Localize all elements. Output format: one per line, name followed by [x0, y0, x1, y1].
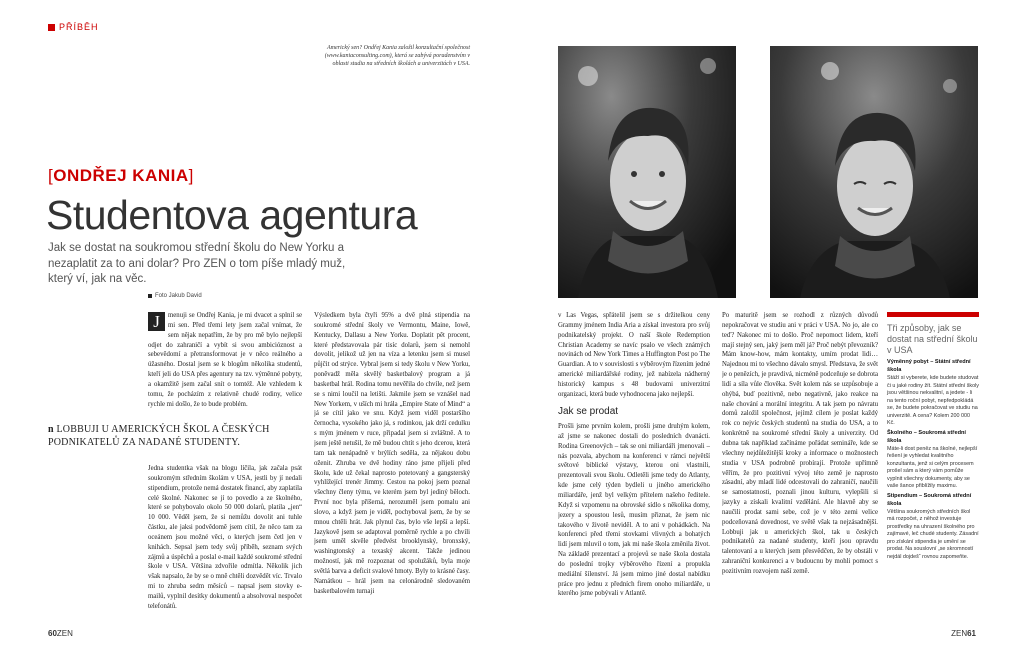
portrait-photo-2 — [770, 46, 978, 298]
sidebar-item-title: Výměnný pobyt – Státní střední škola — [887, 359, 971, 374]
section-tag — [48, 22, 99, 32]
column-1-body — [148, 464, 302, 614]
drop-cap: J — [148, 312, 165, 331]
sidebar-item-text: Stáží si vyberete, kde budete studovat či u jaké rodiny žít. Státní střední školy jsou většinou nekvalitní, a jedete - li na tento roční pobyt, nepředpokládá se, že budete pokračovat ve studiu na univerzitě. A cena? Kolem 200 000 Kč. — [887, 375, 979, 427]
sidebar-item — [887, 359, 979, 428]
sidebar-heading: Tři způsoby, jak se dostat na střední školu v USA — [887, 323, 978, 355]
sidebar-item-text: Většina soukromých středních škol má rozpočet, z něhož investuje prostředky na uhrazení školného pro zajímavé, leč chudé studenty. Zásadní pro získání stipendia je umění se prodat. Na souslovní „se skromností nejdál dojdeš“ rovnou zapomeňte. — [887, 508, 979, 561]
section-label: PŘÍBĚH — [59, 22, 99, 32]
folio-mag-right: ZEN — [951, 629, 968, 638]
sidebar-item-title: Školného – Soukromá střední škola — [887, 429, 966, 444]
sidebar-item-title: Stipendium – Soukromá střední škola — [887, 493, 972, 507]
article-title: Studentova agentura — [46, 192, 418, 238]
folio-left — [48, 629, 73, 638]
folio-mag-left: ZEN — [56, 629, 73, 638]
page-number-left: 60 — [48, 629, 57, 638]
column-3 — [558, 311, 710, 614]
section-square-icon — [48, 24, 55, 31]
photo-caption: Americký sen? Ondřej Kania založil konzultační společnost (www.kaniaconsulting.com), která se zabývá poradenstvím v oblasti studia na středních školách a univerzitách v USA. — [324, 45, 470, 68]
photo-credit — [148, 293, 202, 299]
article-lead: Jak se dostat na soukromou střední školu do New Yorku a nezaplatit za to ani dolar? Pro ZEN o tom píše mladý muž, který ví, jak na věc. — [48, 242, 346, 286]
page-number-right: 61 — [967, 629, 976, 638]
column-2-text: Výsledkem byla čtyři 95% a dvě plná stipendia na soukromé střední školy ve Vermontu, Maine, Iowě, Kentucky, Dallasu a New Yorku. Doplatit pět procent, které představovala pár tisíc dolarů, jsem si nemohl dovolit, jelikož už jen na víza a letenku jsem si musel půjčit od strýce. Vybral jsem si tedy školu v New Yorku, poněvadž měla skvělý basketbalový program a já basketbal hrál. Rodina tomu nevěřila do chvíle, než jsem se s nimi loučil na letišti. Jakmile jsem se vznášel nad New Yorkem, v uších mi hrála „Empire State of Mind“ a já se cítil jako ve snu. Když jsem viděl postaršího černocha, vysokého jako já, s rodinkou, jak drží cedulku s mým jménem v ruce, připadal jsem si zvláštně. A to jsem ještě netušil, že mě budou chtít s jeho dcerou, která tam tak nenápadně v brýlích seděla, za nějakou dobu oženit. Zhruba ve dvě hodiny ráno jsme přijeli před školu, kde už čekal naprosto potetovaný a gangsterský vyhlížející trenér Jimmy. Cestou na pokoj jsem poznal všechny členy týmu, ve kterém jsem byl jediný běloch. První noc byla příšerná, nerozuměl jsem pomalu ani slovo, a když jsem je viděl, pochyboval jsem, že by se mnou chtěli hrát. Jak plynul čas, bylo vše lepší a lepší. Jazykově jsem se adaptoval poměrně rychle a po chvíli jsem uměl skvěle předvést brooklynský, bronxský, washingtonský a texaský akcent. Takže jedinou možností, jak mě rozpoznat od spolužáků, byla moje světlá barva a deficit svalové hmoty. Byly to krásné časy. Namátkou – hrál jsem na celonárodně sledovaném basketbalovém turnaji — [314, 312, 470, 595]
sidebar-item-text: Máte-li dost peněz na školné, nejlepší řešení je vyhledat kvalitního konzultanta, jenž si celým procesem prošel sám a který vám pomůže vyplnit všechny dokumenty, aby se vaše šance přiblížily maximu. — [887, 445, 978, 490]
portrait-smiling-icon — [558, 46, 736, 298]
sidebar-box — [887, 312, 979, 564]
column-4-text: Po maturitě jsem se rozhodl z různých důvodů nepokračovat ve studiu ani v práci v USA. No jo, ale co teď? Nakonec mi to došlo. Proč nepomoct lidem, kteří mají stejný sen, jaký jsem měl já? Proč nebýt převozník? Mám know-how, mám kontakty, umím prodat lidi… Najednou mi to všechno dávalo smysl. Představa, že svět je o penězích, je pravdivá, nicméně podceňuje se dobrota lidí a síla vůle člověka. Svět kolem nás se uzpůsobuje a ohýbá, buď pozitivně, nebo negativně, jako reakce na naše chování a morální integritu. A tak jsem po návratu domů založil společnost, jejímž cílem je poslat každý rok co nejvíc českých studentů na studia do USA, a to konkrétně na soukromé střední školy a univerzity. Od dubna tak například začínáme pořádat semináře, kde se všechny nejdůležitější kroky a informace o možnostech studia v USA podrobně probírají. Protože upřímně věřím, že pro pozitivní vývoj této země je naprosto zásadní, aby mladí lidé odcestovali do zahraničí, naučili se samostatnosti, poznali jinou kulturu, vylepšili si jazyky a získali kvalitní vzdělání. Ale hlavně aby se naučili prodat sami sebe, což je v této zemi velice podceňovaná dovednost, ve světě však ta nejzásadnější. Lobbuji jak u amerických škol, tak u českých podnikatelů za nadané studenty, kteří jsou opravdu talentovaní a u kterých jsem přesvědčen, že by obstáli v zahraniční konkurenci a v budoucnu by mohli pomoct s pozitivním rozvojem naší země. — [722, 312, 878, 575]
column-2 — [314, 311, 470, 614]
column-1-intro — [148, 311, 302, 415]
subheading-jak-se-prodat: Jak se prodat — [558, 405, 619, 417]
intro-text: menuji se Ondřej Kania, je mi dvacet a splnil se mi sen. Před třemi lety jsem začal vnímat, že sem nějak nepatřím, že by pro mě bylo nejlepší odjet do zahraničí a vybít si svou ambicióznost a sebevědomí a přetransformovat je v něco reálného a úžasného. Dostal jsem se k blogům několika studentů, kteří jeli do USA přes agentury na tzv. výměnné pobyty, a okamžitě jsem začal snít o tomtéž. Ale vzhledem k tomu, že pocházím z relativně chudé rodiny, velice rychle mi došlo, že to bude problém. — [148, 312, 302, 408]
credit-square-icon — [148, 294, 152, 298]
pull-quote-initial: n — [48, 424, 54, 435]
column-3b-text: Prošli jsme prvním kolem, prošli jsme druhým kolem, až jsme se nakonec dostali do posledních dvanácti. Rodina Greenových – tak se oni miliardáři jmenovali – nás pozvala, abychom na konferenci v rámci největší světové biblické výstavy, kterou oni vlastnili, prezentovali svou školu. Odletěli jsme tedy do Atlanty, kde jsme celý týden bydleli u jiného amerického miliardáře, jenž byl velkým přítelem našeho ředitele. Když si vzpomenu na obrovské sídlo s několika domy, jezery a spoustou lesů, musím přiznat, že jsem nic takového v životě neviděl. A to ani v pohádkách. Na konferenci před třemi stovkami vlivných a bohatých lidí jsem mluvil o tom, jak mi naše škola změnila život. Na základě prezentací a projevů se naše škola dostala do poslední trojky výběrového řízení a propukla mediální šílenství. Já jsem mimo jiné dostal nabídku práce pro jednu z předních firem onoho miliardáře, u kterého jsme pobývali v Atlantě. — [558, 423, 710, 598]
folio-right — [951, 629, 976, 638]
column-1-body-text: Jedna studentka však na blogu líčila, jak začala psát soukromým středním školám v USA, jestli by jí nedali stipendium, protože nemá dostatek financí, aby zaplatila celé školné. Nakonec se jí to povedlo a ze školného, které se pohybovalo okolo 50 000 dolarů, platila „jen“ 10 000. Věděl jsem, že si nemůžu dovolit ani tuhle částku, ale jaksi podvědomě jsem cítil, že něco tam za oceánem jsou možné věci, o kterých jsem četl jen v knihách. Sepsal jsem tedy svůj příběh, seznam svých zájmů a úspěchů a poslal e-mail každé soukromé střední škole v USA. Většina zdvořile odmítla. Několik jich však napsalo, že by se o mně chtěli dozvědět víc. Trvalo mi to zhruba sedm měsíců – napsal jsem stovky e-mailů, vyplnil desítky dokumentů a absolvoval nespočet telefonátů. — [148, 465, 302, 610]
portrait-looking-down-icon — [770, 46, 978, 298]
column-3a-text: v Las Vegas, spřátelil jsem se s držitelkou ceny Grammy jménem India Aria a získal investora pro svůj podnikatelský projekt. O naší škole Redemption Christian Academy se navíc psalo ve všech známých novinách od New York Times a Huffington Post po The Guardian. A to v souvislosti s výběrovým řízením jedné americké miliardářské rodiny, jež nabízela nádherný historický kampus s 48 budovami univerzitní organizaci, která bude vyhodnocena jako nejlepší. — [558, 312, 710, 398]
portrait-photo-1 — [558, 46, 736, 298]
pull-quote — [48, 423, 288, 449]
sidebar-item — [887, 430, 979, 491]
author-text: ONDŘEJ KANIA — [53, 166, 189, 185]
pull-quote-text: LOBBUJI U AMERICKÝCH ŠKOL A ČESKÝCH PODNIKATELŮ ZA NADANÉ STUDENTY. — [48, 424, 270, 448]
photo-credit-text: Foto Jakub David — [155, 293, 202, 299]
sidebar-item — [887, 493, 979, 562]
column-4 — [722, 311, 878, 614]
author-name: [ONDŘEJ KANIA] — [48, 166, 194, 185]
